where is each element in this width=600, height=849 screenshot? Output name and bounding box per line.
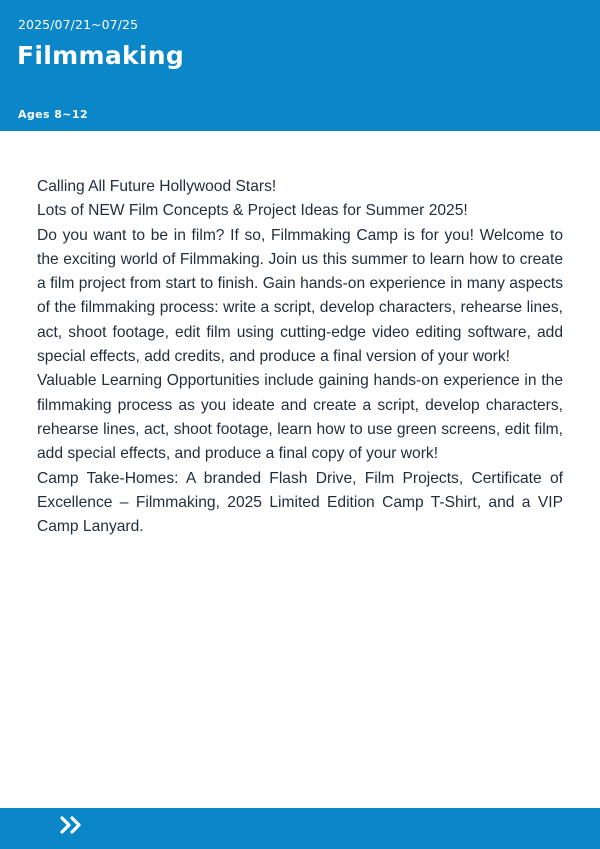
paragraph-tagline: Calling All Future Hollywood Stars!	[37, 178, 277, 195]
paragraph-new-ideas: Lots of NEW Film Concepts & Project Ideas for Summer 2025!	[37, 202, 468, 220]
paragraph-intro: Do you want to be in film? If so, Filmmaking Camp is for you! Welcome to the exciting world of Filmmaking. Join us this summer to learn how to create a film project from start to finish. Gain hands-on experience in many aspects of the filmmaking process: write a script, develop characters, rehearse lines, act, shoot footage, edit film using cutting-edge video editing software, add special effects, add credits, and produce a final version of your work!	[37, 226, 563, 366]
page-title: Filmmaking	[17, 41, 185, 70]
footer-bar	[0, 808, 600, 849]
paragraph-take-homes: Camp Take-Homes: A branded Flash Drive, Film Projects, Certificate of Excellence – Filmmaking, 2025 Limited Edition Camp T-Shirt, and a VIP Camp Lanyard.	[37, 469, 563, 536]
age-range: Ages 8~12	[18, 108, 89, 121]
header-banner	[0, 0, 600, 131]
double-chevron-right-icon[interactable]	[60, 816, 86, 834]
paragraph-learning-opportunities: Valuable Learning Opportunities include gaining hands-on experience in the filmmaking process as you ideate and create a script, develop characters, rehearse lines, act, shoot footage, learn how to use green screens, edit film, add special effects, and produce a final copy of your work!	[37, 372, 563, 463]
description-body	[37, 175, 563, 539]
date-range: 2025/07/21~07/25	[18, 17, 139, 32]
